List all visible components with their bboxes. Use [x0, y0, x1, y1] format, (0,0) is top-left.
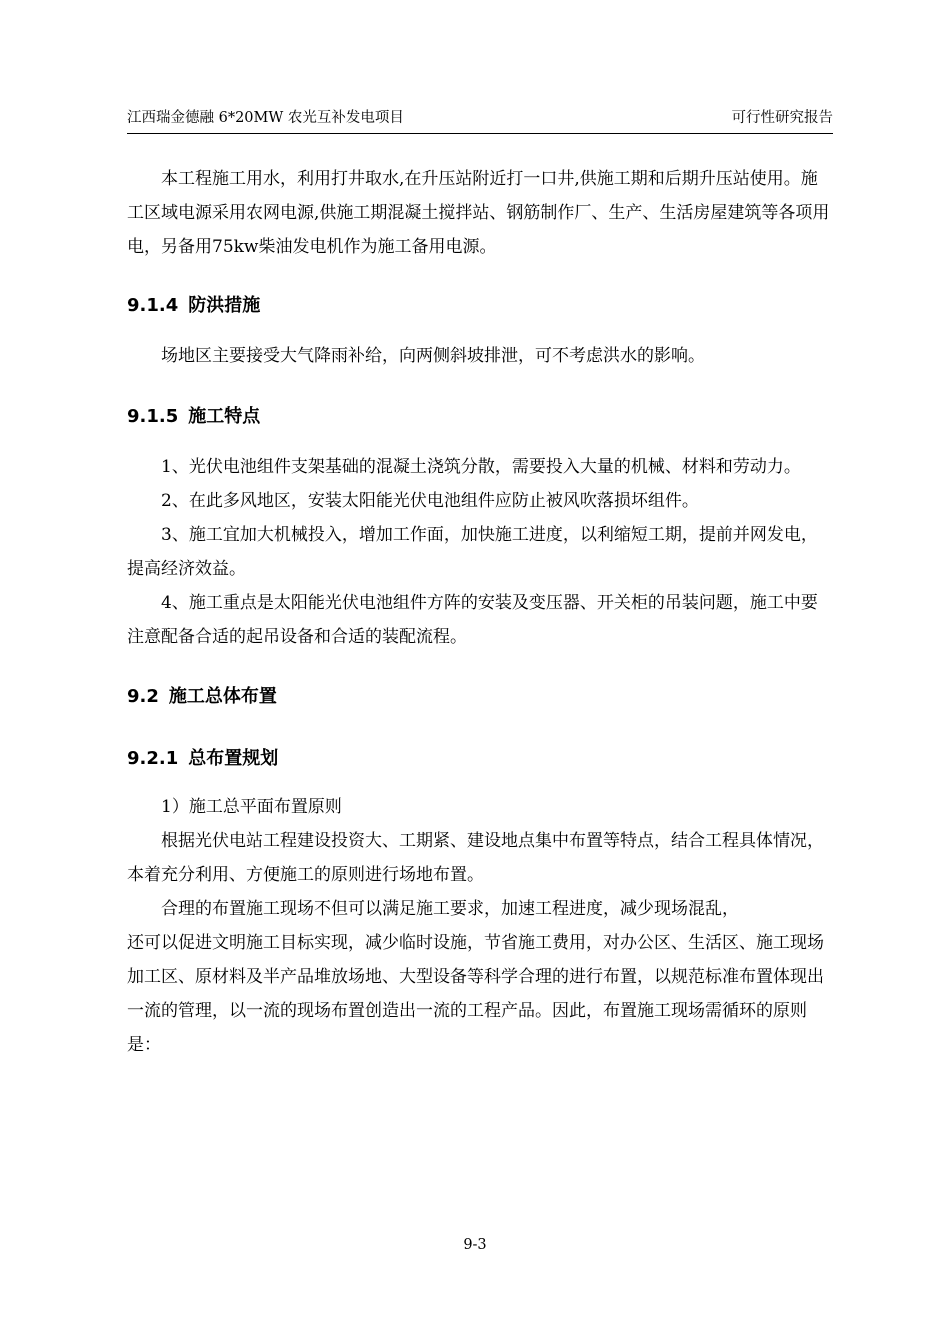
page-number: 9-3 [463, 1237, 487, 1253]
paragraph-water-power-supply: 本工程施工用水，利用打井取水,在升压站附近打一口井,供施工期和后期升压站使用。施工区域电源采用农网电源,供施工期混凝土搅拌站、钢筋制作厂、生产、生活房屋建筑等各项用电，另备用75kw柴油发电机作为施工备用电源。 [127, 169, 830, 257]
list-item-2: 2、在此多风地区，安装太阳能光伏电池组件应防止被风吹落损坏组件。 [161, 491, 699, 511]
section-number: 9.2.1 [127, 748, 179, 769]
paragraph-reasonable-layout-first-line: 合理的布置施工现场不但可以满足施工要求，加速工程进度，减少现场混乱， [161, 899, 739, 919]
section-heading-9-2 [127, 683, 833, 711]
header-project-title: 江西瑞金德融 6*20MW 农光互补发电项目 [127, 110, 404, 126]
header-report-title: 可行性研究报告 [731, 110, 833, 126]
section-title: 总布置规划 [188, 748, 279, 769]
section-number: 9.2 [127, 686, 159, 707]
section-heading-9-1-5 [127, 403, 833, 431]
section-title: 施工特点 [188, 406, 261, 427]
page-header [127, 107, 833, 134]
section-title: 防洪措施 [188, 295, 261, 316]
paragraph-flood-control: 场地区主要接受大气降雨补给，向两侧斜坡排泄，可不考虑洪水的影响。 [161, 346, 705, 366]
paragraph-reasonable-layout-rest: 还可以促进文明施工目标实现，减少临时设施，节省施工费用，对办公区、生活区、施工现场加工区、原材料及半产品堆放场地、大型设备等科学合理的进行布置，以规范标准布置体现出一流的管理，以一流的现场布置创造出一流的工程产品。因此，布置施工现场需循环的原则是： [127, 933, 824, 1055]
section-heading-9-2-1 [127, 745, 833, 773]
section-number: 9.1.5 [127, 406, 179, 427]
subheading-layout-principles: 1）施工总平面布置原则 [161, 797, 342, 817]
list-item-1: 1、光伏电池组件支架基础的混凝土浇筑分散，需要投入大量的机械、材料和劳动力。 [161, 457, 801, 477]
section-number: 9.1.4 [127, 295, 179, 316]
section-title: 施工总体布置 [168, 686, 277, 707]
list-item-4: 4、施工重点是太阳能光伏电池组件方阵的安装及变压器、开关柜的吊装问题，施工中要注意配备合适的起吊设备和合适的装配流程。 [127, 593, 818, 647]
page-body [127, 162, 833, 1062]
section-heading-9-1-4 [127, 292, 833, 320]
list-item-3: 3、施工宜加大机械投入，增加工作面，加快施工进度，以利缩短工期，提前并网发电，提高经济效益。 [127, 525, 818, 579]
paragraph-layout-basis: 根据光伏电站工程建设投资大、工期紧、建设地点集中布置等特点，结合工程具体情况，本着充分利用、方便施工的原则进行场地布置。 [127, 831, 824, 885]
